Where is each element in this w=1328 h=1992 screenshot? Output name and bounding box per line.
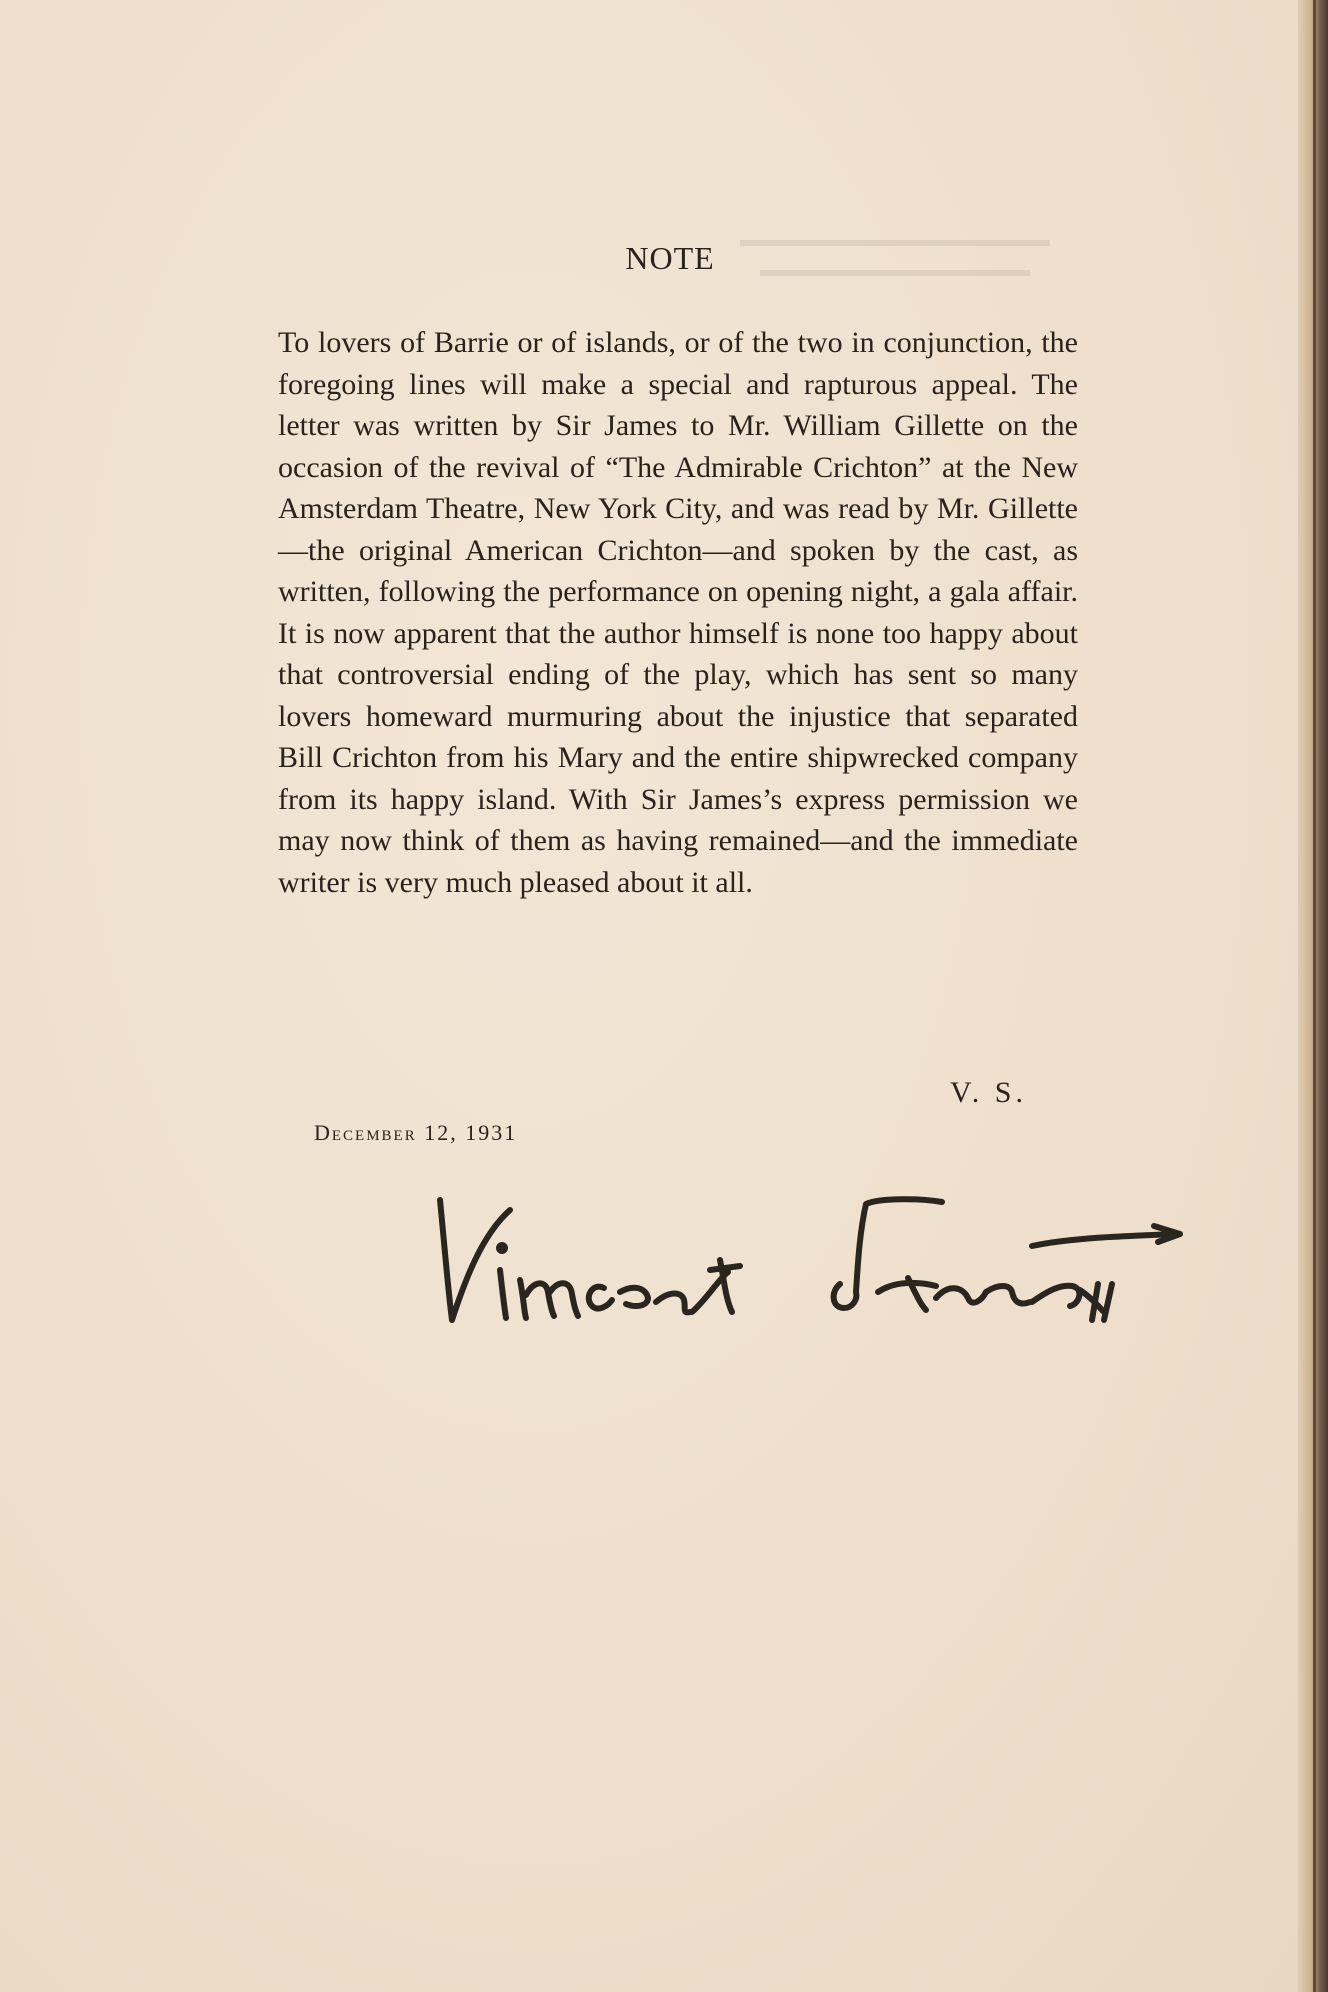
note-body: To lovers of Barrie or of islands, or of the two in conjunction, the foregoing lines will make a special and rapturous appeal. The letter was written by Sir James to Mr. William Gillette on the occasion of the revival of “The Admirable Crichton” at the New Amsterdam Theatre, New York City, and was read by Mr. Gillette—the original American Crichton—and spoken by the cast, as written, following the performance on opening night, a gala affair. It is now apparent that the author himself is none too happy about that controversial ending of the play, which has sent so many lovers homeward murmuring about the injustice that separated Bill Crichton from his Mary and the entire shipwrecked company from its happy island. With Sir James’s express permission we may now think of them as having remained—and the immediate writer is very much pleased about it all. xyxy=(278,326,1078,899)
handwritten-signature xyxy=(420,1180,1210,1340)
note-title: NOTE xyxy=(625,240,715,276)
show-through-ghost-text xyxy=(740,230,1050,290)
note-date: December 12, 1931 xyxy=(314,1120,518,1145)
note-initials: V. S. xyxy=(950,1076,1027,1109)
page-edge-line xyxy=(1313,0,1316,1992)
